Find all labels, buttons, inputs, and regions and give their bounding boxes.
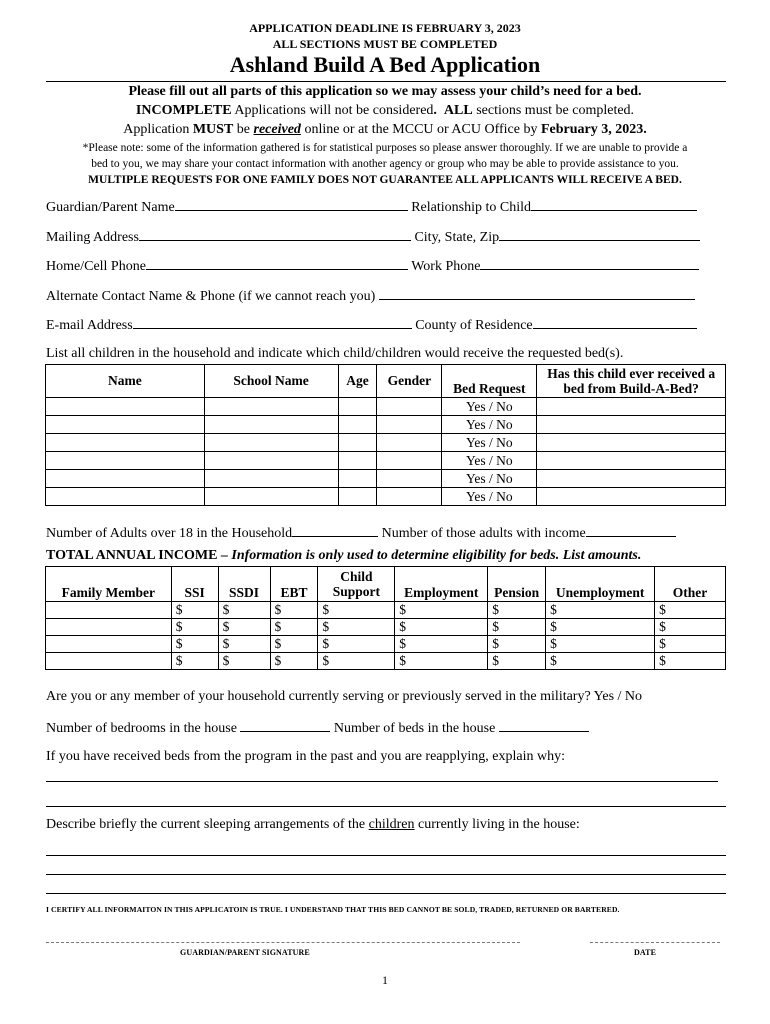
child-school-cell[interactable] [204, 416, 338, 434]
col-bed-request: Bed Request [442, 365, 537, 398]
relationship-label: Relationship to Child [411, 200, 531, 215]
relationship-field[interactable] [531, 198, 697, 211]
home-phone-field[interactable] [146, 257, 408, 270]
employment-cell[interactable]: $ [395, 602, 488, 619]
child-name-cell[interactable] [46, 452, 205, 470]
page-title: Ashland Build A Bed Application [229, 52, 541, 77]
family-member-cell[interactable] [46, 653, 172, 670]
col-unemployment: Unemployment [546, 567, 655, 602]
child-school-cell[interactable] [204, 398, 338, 416]
other-cell[interactable]: $ [655, 653, 726, 670]
intro-line-3-a: Application [123, 122, 193, 137]
guardian-name-field[interactable] [175, 198, 408, 211]
col-ssdi: SSDI [218, 567, 270, 602]
child-age-cell[interactable] [338, 416, 377, 434]
child-support-cell[interactable]: $ [318, 602, 395, 619]
ssdi-cell[interactable]: $ [218, 636, 270, 653]
child-support-cell[interactable]: $ [318, 653, 395, 670]
deadline-notice: APPLICATION DEADLINE IS FEBRUARY 3, 2023 [249, 21, 521, 35]
home-phone-label: Home/Cell Phone [46, 259, 146, 274]
sleeping-question [46, 817, 726, 833]
ssdi-cell[interactable]: $ [218, 653, 270, 670]
adults-with-income-label: Number of those adults with income [381, 526, 586, 541]
deadline-date: February 3, 2023. [540, 122, 647, 137]
col-child-support [318, 567, 395, 602]
income-row [46, 636, 726, 653]
bedrooms-label: Number of bedrooms in the house [46, 721, 237, 736]
ebt-cell[interactable]: $ [270, 619, 318, 636]
intro-line-3 [0, 122, 770, 138]
signature-line[interactable] [46, 942, 520, 943]
child-row [46, 470, 726, 488]
bedrooms-field[interactable] [240, 719, 330, 732]
child-bed-request-cell[interactable]: Yes / No [442, 398, 537, 416]
ssdi-cell[interactable]: $ [218, 602, 270, 619]
intro-line-2-b: sections must be completed. [472, 103, 635, 118]
child-age-cell[interactable] [338, 470, 377, 488]
bedrooms-row [46, 719, 726, 737]
col-employment: Employment [395, 567, 488, 602]
adults-row [46, 524, 726, 542]
adults-over-18-field[interactable] [292, 524, 378, 537]
adults-with-income-field[interactable] [586, 524, 676, 537]
unemployment-cell[interactable]: $ [546, 619, 655, 636]
child-name-cell[interactable] [46, 488, 205, 506]
col-ebt: EBT [270, 567, 318, 602]
child-name-cell[interactable] [46, 434, 205, 452]
intro-line-2-a: Applications will not be considered [231, 103, 434, 118]
col-received-before [537, 365, 726, 398]
intro-line-1: Please fill out all parts of this application so we may assess your child’s need for a bed. [128, 84, 642, 99]
income-row [46, 619, 726, 636]
beds-label: Number of beds in the house [333, 721, 496, 736]
child-gender-cell[interactable] [377, 416, 442, 434]
income-table [45, 566, 726, 670]
child-age-cell[interactable] [338, 398, 377, 416]
employment-cell[interactable]: $ [395, 653, 488, 670]
work-phone-field[interactable] [480, 257, 699, 270]
intro-be: be [233, 122, 254, 137]
child-gender-cell[interactable] [377, 398, 442, 416]
children-instruction: List all children in the household and indicate which child/children would receive the requested bed(s). [46, 346, 624, 361]
mailing-label: Mailing Address [46, 230, 139, 245]
child-received-cell[interactable] [537, 398, 726, 416]
child-support-1: Child [340, 569, 373, 584]
ssdi-cell[interactable]: $ [218, 619, 270, 636]
child-row [46, 416, 726, 434]
ebt-cell[interactable]: $ [270, 636, 318, 653]
sleeping-line-1[interactable] [46, 855, 726, 856]
ssi-cell[interactable]: $ [171, 636, 218, 653]
child-support-cell[interactable]: $ [318, 636, 395, 653]
child-received-cell[interactable] [537, 470, 726, 488]
child-name-cell[interactable] [46, 470, 205, 488]
col-ssi: SSI [171, 567, 218, 602]
children-table [45, 364, 726, 506]
city-label: City, State, Zip [414, 230, 500, 245]
city-state-zip-field[interactable] [499, 228, 700, 241]
sleeping-b: currently living in the house: [414, 817, 580, 832]
child-row [46, 452, 726, 470]
email-row [46, 316, 726, 334]
other-cell[interactable]: $ [655, 619, 726, 636]
work-phone-label: Work Phone [411, 259, 481, 274]
sleeping-line-2[interactable] [46, 874, 726, 875]
page-number: 1 [382, 973, 388, 987]
employment-cell[interactable]: $ [395, 636, 488, 653]
income-row [46, 602, 726, 619]
mailing-row [46, 228, 726, 246]
child-received-cell[interactable] [537, 488, 726, 506]
child-bed-request-cell[interactable]: Yes / No [442, 416, 537, 434]
employment-cell[interactable]: $ [395, 619, 488, 636]
must-word: MUST [192, 122, 234, 137]
certification-statement: I CERTIFY ALL INFORMAITON IN THIS APPLICATOIN IS TRUE. I UNDERSTAND THAT THIS BED CANNOT BE SOLD, TRADED, RETURNED OR BARTERED. [46, 905, 620, 914]
ebt-cell[interactable]: $ [270, 602, 318, 619]
sections-notice: ALL SECTIONS MUST BE COMPLETED [272, 37, 498, 51]
received-header-2: bed from Build-A-Bed? [563, 381, 699, 396]
col-gender: Gender [377, 365, 442, 398]
child-name-cell[interactable] [46, 398, 205, 416]
pension-cell[interactable]: $ [488, 619, 546, 636]
child-school-cell[interactable] [204, 470, 338, 488]
child-school-cell[interactable] [204, 434, 338, 452]
date-label: DATE [634, 948, 657, 957]
income-title-bold: TOTAL ANNUAL INCOME – [46, 548, 232, 563]
unemployment-cell[interactable]: $ [546, 653, 655, 670]
child-row [46, 488, 726, 506]
child-row [46, 398, 726, 416]
income-header-row [46, 567, 726, 602]
ssi-cell[interactable]: $ [171, 602, 218, 619]
child-school-cell[interactable] [204, 488, 338, 506]
child-name-cell[interactable] [46, 416, 205, 434]
email-field[interactable] [133, 316, 412, 329]
date-line[interactable] [590, 942, 720, 943]
guardian-label: Guardian/Parent Name [46, 200, 175, 215]
col-name: Name [46, 365, 205, 398]
income-title-italic: Information is only used to determine eligibility for beds. List amounts. [231, 548, 642, 563]
child-age-cell[interactable] [338, 452, 377, 470]
col-school: School Name [204, 365, 338, 398]
received-header-1: Has this child ever received a [547, 366, 716, 381]
child-row [46, 434, 726, 452]
child-gender-cell[interactable] [377, 488, 442, 506]
reapply-question: If you have received beds from the program in the past and you are reapplying, explain why: [46, 749, 565, 764]
title-rule [46, 81, 726, 82]
adults-over-18-label: Number of Adults over 18 in the Household [46, 526, 293, 541]
note-line-1: *Please note: some of the information gathered is for statistical purposes so please answer thoroughly. If we are unable to provide a [82, 142, 688, 154]
col-family-member: Family Member [46, 567, 172, 602]
income-row [46, 653, 726, 670]
guardian-row [46, 198, 726, 216]
alternate-label: Alternate Contact Name & Phone (if we cannot reach you) [46, 289, 376, 304]
unemployment-cell[interactable]: $ [546, 602, 655, 619]
family-member-cell[interactable] [46, 619, 172, 636]
col-other: Other [655, 567, 726, 602]
note-line-2: bed to you, we may share your contact information with another agency or group who may be able to provide assistance to you. [91, 158, 679, 170]
sleeping-a: Describe briefly the current sleeping arrangements of the [46, 817, 369, 832]
child-bed-request-cell[interactable]: Yes / No [442, 434, 537, 452]
intro-line-2 [0, 103, 770, 119]
pension-cell[interactable]: $ [488, 636, 546, 653]
child-received-cell[interactable] [537, 416, 726, 434]
ssi-cell[interactable]: $ [171, 619, 218, 636]
ssi-cell[interactable]: $ [171, 653, 218, 670]
col-age: Age [338, 365, 377, 398]
multiple-requests-notice: MULTIPLE REQUESTS FOR ONE FAMILY DOES NOT GUARANTEE ALL APPLICANTS WILL RECEIVE A BED. [88, 174, 682, 186]
received-word: received [253, 122, 301, 137]
county-field[interactable] [533, 316, 697, 329]
other-cell[interactable]: $ [655, 602, 726, 619]
military-question: Are you or any member of your household currently serving or previously served in the military? Yes / No [46, 689, 643, 704]
col-pension: Pension [488, 567, 546, 602]
other-cell[interactable]: $ [655, 636, 726, 653]
child-received-cell[interactable] [537, 434, 726, 452]
child-school-cell[interactable] [204, 452, 338, 470]
unemployment-cell[interactable]: $ [546, 636, 655, 653]
family-member-cell[interactable] [46, 602, 172, 619]
alternate-row [46, 287, 726, 305]
reapply-line-2[interactable] [46, 806, 726, 807]
sleeping-children-word: children [368, 817, 415, 832]
child-received-cell[interactable] [537, 452, 726, 470]
intro-line-3-b: online or at the MCCU or ACU Office by [300, 122, 541, 137]
child-age-cell[interactable] [338, 434, 377, 452]
beds-field[interactable] [499, 719, 589, 732]
county-label: County of Residence [415, 318, 533, 333]
child-gender-cell[interactable] [377, 470, 442, 488]
email-label: E-mail Address [46, 318, 133, 333]
intro-dot: . [433, 103, 437, 118]
pension-cell[interactable]: $ [488, 602, 546, 619]
reapply-line-1[interactable] [46, 781, 718, 782]
child-bed-request-cell[interactable]: Yes / No [442, 488, 537, 506]
child-gender-cell[interactable] [377, 434, 442, 452]
all-word: ALL [443, 103, 473, 118]
child-bed-request-cell[interactable]: Yes / No [442, 452, 537, 470]
mailing-address-field[interactable] [139, 228, 411, 241]
income-title [46, 548, 726, 564]
child-support-2: Support [332, 584, 380, 599]
signature-label: GUARDIAN/PARENT SIGNATURE [180, 948, 310, 957]
child-gender-cell[interactable] [377, 452, 442, 470]
pension-cell[interactable]: $ [488, 653, 546, 670]
ebt-cell[interactable]: $ [270, 653, 318, 670]
family-member-cell[interactable] [46, 636, 172, 653]
child-support-cell[interactable]: $ [318, 619, 395, 636]
children-header-row [46, 365, 726, 398]
phone-row [46, 257, 726, 275]
sleeping-line-3[interactable] [46, 893, 726, 894]
alternate-contact-field[interactable] [379, 287, 695, 300]
child-bed-request-cell[interactable]: Yes / No [442, 470, 537, 488]
incomplete-word: INCOMPLETE [135, 103, 232, 118]
child-age-cell[interactable] [338, 488, 377, 506]
